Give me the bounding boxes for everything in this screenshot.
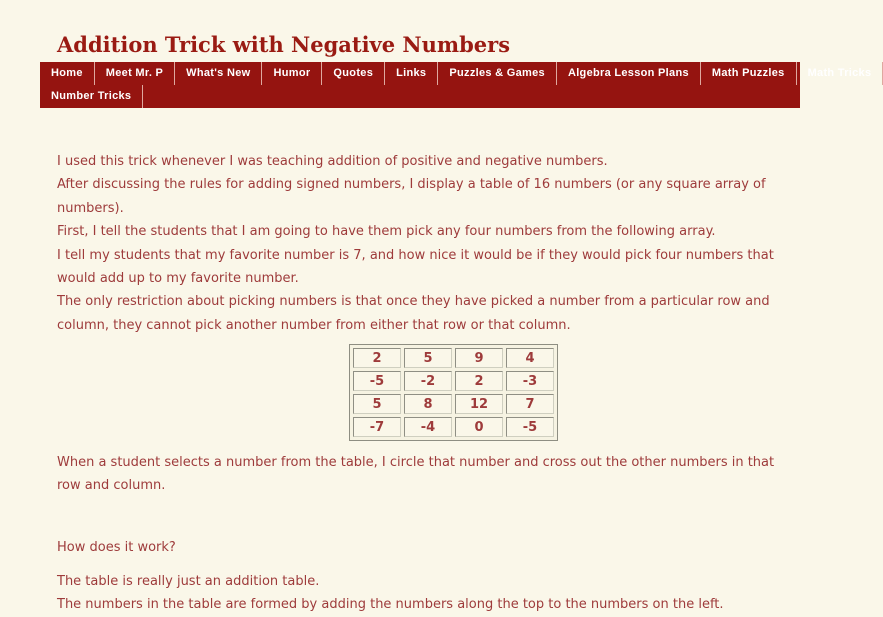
paragraph-line: would add up to my favorite number. [57,270,299,286]
nav-item-meet-mr-p[interactable]: Meet Mr. P [95,62,175,85]
table-cell: 5 [404,348,452,368]
table-cell: -7 [353,417,401,437]
paragraph-line: The only restriction about picking numbers is that once they have picked a number from a particular row and [57,294,770,310]
nav-item-number-tricks[interactable]: Number Tricks [40,85,143,108]
table-cell: 2 [353,348,401,368]
table-cell: 0 [455,417,503,437]
table-cell: 7 [506,394,554,414]
number-array-table [349,344,558,441]
paragraph-line: After discussing the rules for adding signed numbers, I display a table of 16 numbers (or any square array of [57,177,766,193]
table-cell: 2 [455,371,503,391]
paragraph-line: When a student selects a number from the table, I circle that number and cross out the other numbers in that [57,455,775,470]
nav-item-puzzles-games[interactable]: Puzzles & Games [438,62,557,85]
paragraph-line: row and column. [57,478,166,494]
paragraph-line: First, I tell the students that I am going to have them pick any four numbers from the following array. [57,224,716,240]
table-cell: 9 [455,348,503,368]
intro-paragraph [57,150,774,337]
table-row [353,348,554,368]
paragraph-line: column, they cannot pick another number from either that row or that column. [57,317,571,333]
table-row [353,394,554,414]
nav-item-algebra-lesson-plans[interactable]: Algebra Lesson Plans [557,62,701,85]
page-title: Addition Trick with Negative Numbers [57,32,511,58]
table-cell: -4 [404,417,452,437]
navbar-row-1 [40,62,872,85]
paragraph-line: I used this trick whenever I was teaching addition of positive and negative numbers. [57,154,608,169]
explanation-paragraph [57,570,724,617]
nav-item-math-puzzles[interactable]: Math Puzzles [701,62,797,85]
nav-item-links[interactable]: Links [385,62,438,85]
nav-item-math-tricks[interactable]: Math Tricks [797,62,883,85]
paragraph-line-partial: The numbers in the table are formed by adding the numbers along the top to the numbers on the left. [57,597,724,613]
table-cell: 4 [506,348,554,368]
main-navbar [40,62,872,108]
table-cell: -5 [506,417,554,437]
table-cell: 12 [455,394,503,414]
after-table-paragraph [57,451,774,498]
question-text: How does it work? [57,540,176,555]
paragraph-line: I tell my students that my favorite number is 7, and how nice it would be if they would pick four numbers that [57,247,774,263]
nav-item-whats-new[interactable]: What's New [175,62,262,85]
nav-item-quotes[interactable]: Quotes [322,62,385,85]
table-cell: -3 [506,371,554,391]
table-cell: 5 [353,394,401,414]
table-row [353,417,554,437]
paragraph-line: The table is really just an addition table. [57,574,320,589]
table-cell: -5 [353,371,401,391]
table-cell: 8 [404,394,452,414]
table-row [353,371,554,391]
paragraph-line: numbers). [57,200,124,216]
nav-item-humor[interactable]: Humor [262,62,322,85]
table-cell: -2 [404,371,452,391]
question-heading [57,536,176,559]
nav-item-home[interactable]: Home [40,62,95,85]
navbar-row-2 [40,85,800,108]
